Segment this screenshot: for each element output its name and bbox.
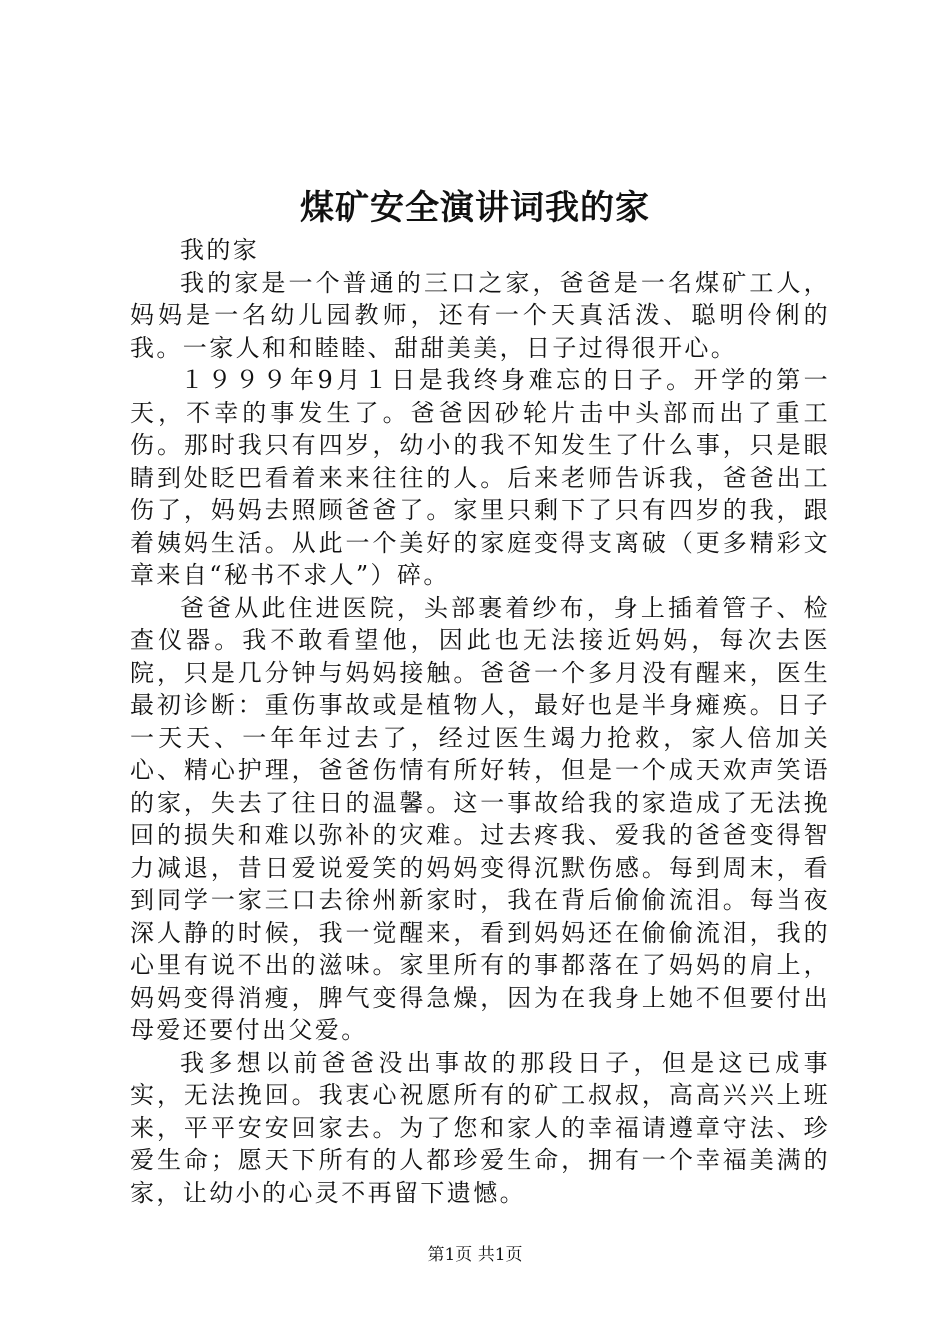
document-title: 煤矿安全演讲词我的家	[300, 188, 650, 228]
paragraph-family-intro: 我的家是一个普通的三口之家，爸爸是一名煤矿工人，妈妈是一名幼儿园教师，还有一个天真活泼、聪明伶俐的我。一家人和和睦睦、甜甜美美，日子过得很开心。	[130, 268, 830, 362]
paragraph-hospital: 爸爸从此住进医院，头部裹着纱布，身上插着管子、检查仪器。我不敢看望他，因此也无法接近妈妈，每次去医院，只是几分钟与妈妈接触。爸爸一个多月没有醒来，医生最初诊断：重伤事故或是植物人，最好也是半身瘫痪。日子一天天、一年年过去了，经过医生竭力抢救，家人倍加关心、精心护理，爸爸伤情有所好转，但是一个成天欢声笑语的家，失去了往日的温馨。这一事故给我的家造成了无法挽回的损失和难以弥补的灾难。过去疼我、爱我的爸爸变得智力减退，昔日爱说爱笑的妈妈变得沉默伤感。每到周末，看到同学一家三口去徐州新家时，我在背后偷偷流泪。每当夜深人静的时候，我一觉醒来，看到妈妈还在偷偷流泪，我的心里有说不出的滋味。家里所有的事都落在了妈妈的肩上，妈妈变得消瘦，脾气变得急燥，因为在我身上她不但要付出母爱还要付出父爱。	[130, 593, 830, 1044]
paragraph-accident-day: １９９９年9月１日是我终身难忘的日子。开学的第一天，不幸的事发生了。爸爸因砂轮片击中头部而出了重工伤。那时我只有四岁，幼小的我不知发生了什么事，只是眼睛到处眨巴看着来来往往的人。后来老师告诉我，爸爸出工伤了，妈妈去照顾爸爸了。家里只剩下了只有四岁的我，跟着姨妈生活。从此一个美好的家庭变得支离破（更多精彩文章来自“秘书不求人”）碎。	[130, 366, 830, 589]
paragraph-wishes: 我多想以前爸爸没出事故的那段日子，但是这已成事实，无法挽回。我衷心祝愿所有的矿工叔叔，高高兴兴上班来，平平安安回家去。为了您和家人的幸福请遵章守法、珍爱生命；愿天下所有的人都珍爱生命，拥有一个幸福美满的家，让幼小的心灵不再留下遗憾。	[130, 1048, 830, 1207]
document-body	[130, 234, 830, 1209]
paragraph-heading: 我的家	[180, 236, 260, 264]
page-footer: 第1页 共1页	[427, 1245, 523, 1265]
